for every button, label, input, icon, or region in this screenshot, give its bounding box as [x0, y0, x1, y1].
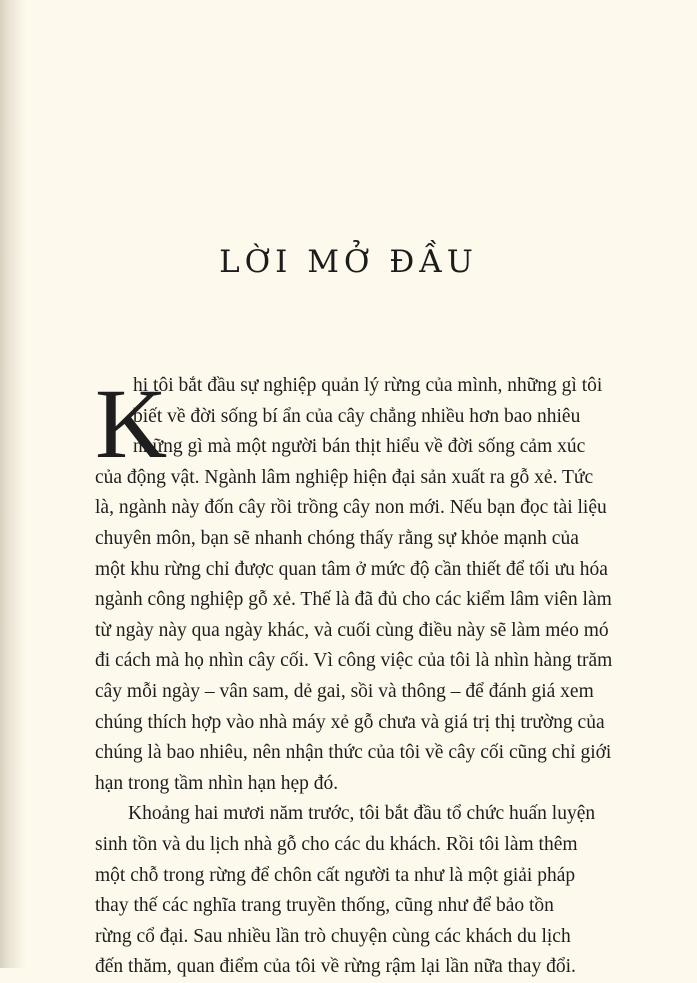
text-line: hi tôi bắt đầu sự nghiệp quản lý rừng của mình, những gì tôi — [133, 375, 603, 396]
text-line: chúng là bao nhiêu, nên nhận thức của tôi về cây cối cũng chỉ giới — [95, 742, 612, 764]
text-line: biết về đời sống bí ẩn của cây chẳng nhiều hơn bao nhiêu — [133, 405, 581, 427]
text-line: đến thăm, quan điểm của tôi về rừng rậm lại lần nữa thay đổi. — [95, 956, 576, 978]
text-line: Khoảng hai mươi năm trước, tôi bắt đầu tổ chức huấn luyện — [128, 803, 596, 825]
text-line: ngành công nghiệp gỗ xẻ. Thế là đã đủ cho các kiểm lâm viên làm — [95, 589, 612, 611]
drop-cap: K — [95, 368, 168, 479]
text-line: là, ngành này đốn cây rồi trồng cây non mới. Nếu bạn đọc tài liệu — [95, 497, 607, 519]
paragraph-2 — [95, 799, 627, 983]
text-line: một khu rừng chỉ được quan tâm ở mức độ cần thiết để tối ưu hóa — [95, 558, 608, 580]
text-line: của động vật. Ngành lâm nghiệp hiện đại sản xuất ra gỗ xẻ. Tức — [95, 466, 594, 488]
page-binding-shadow — [0, 0, 26, 968]
text-line: sinh tồn và du lịch nhà gỗ cho các du khách. Rồi tôi làm thêm — [95, 833, 578, 855]
paragraph-1 — [95, 368, 627, 799]
text-line: thay thế các nghĩa trang truyền thống, cũng như để bảo tồn — [95, 895, 554, 917]
text-line: chuyên môn, bạn sẽ nhanh chóng thấy rằng sự khỏe mạnh của — [95, 527, 579, 549]
body-text — [95, 368, 627, 983]
text-line: cây mỗi ngày – vân sam, dẻ gai, sồi và thông – để đánh giá xem — [95, 680, 594, 702]
chapter-title: LỜI MỞ ĐẦU — [219, 244, 478, 280]
text-line: hạn trong tầm nhìn hạn hẹp đó. — [95, 772, 339, 794]
text-line: đi cách mà họ nhìn cây cối. Vì công việc của tôi là nhìn hàng trăm — [95, 650, 613, 672]
text-line: từ ngày này qua ngày khác, và cuối cùng điều này sẽ làm méo mó — [95, 619, 609, 641]
text-line: chúng thích hợp vào nhà máy xẻ gỗ chưa và giá trị thị trường của — [95, 711, 605, 733]
text-line: rừng cổ đại. Sau nhiều lần trò chuyện cùng các khách du lịch — [95, 925, 571, 947]
text-line: những gì mà một người bán thịt hiểu về đời sống cảm xúc — [133, 436, 586, 458]
text-line: một chỗ trong rừng để chôn cất người ta như là một giải pháp — [95, 864, 576, 886]
